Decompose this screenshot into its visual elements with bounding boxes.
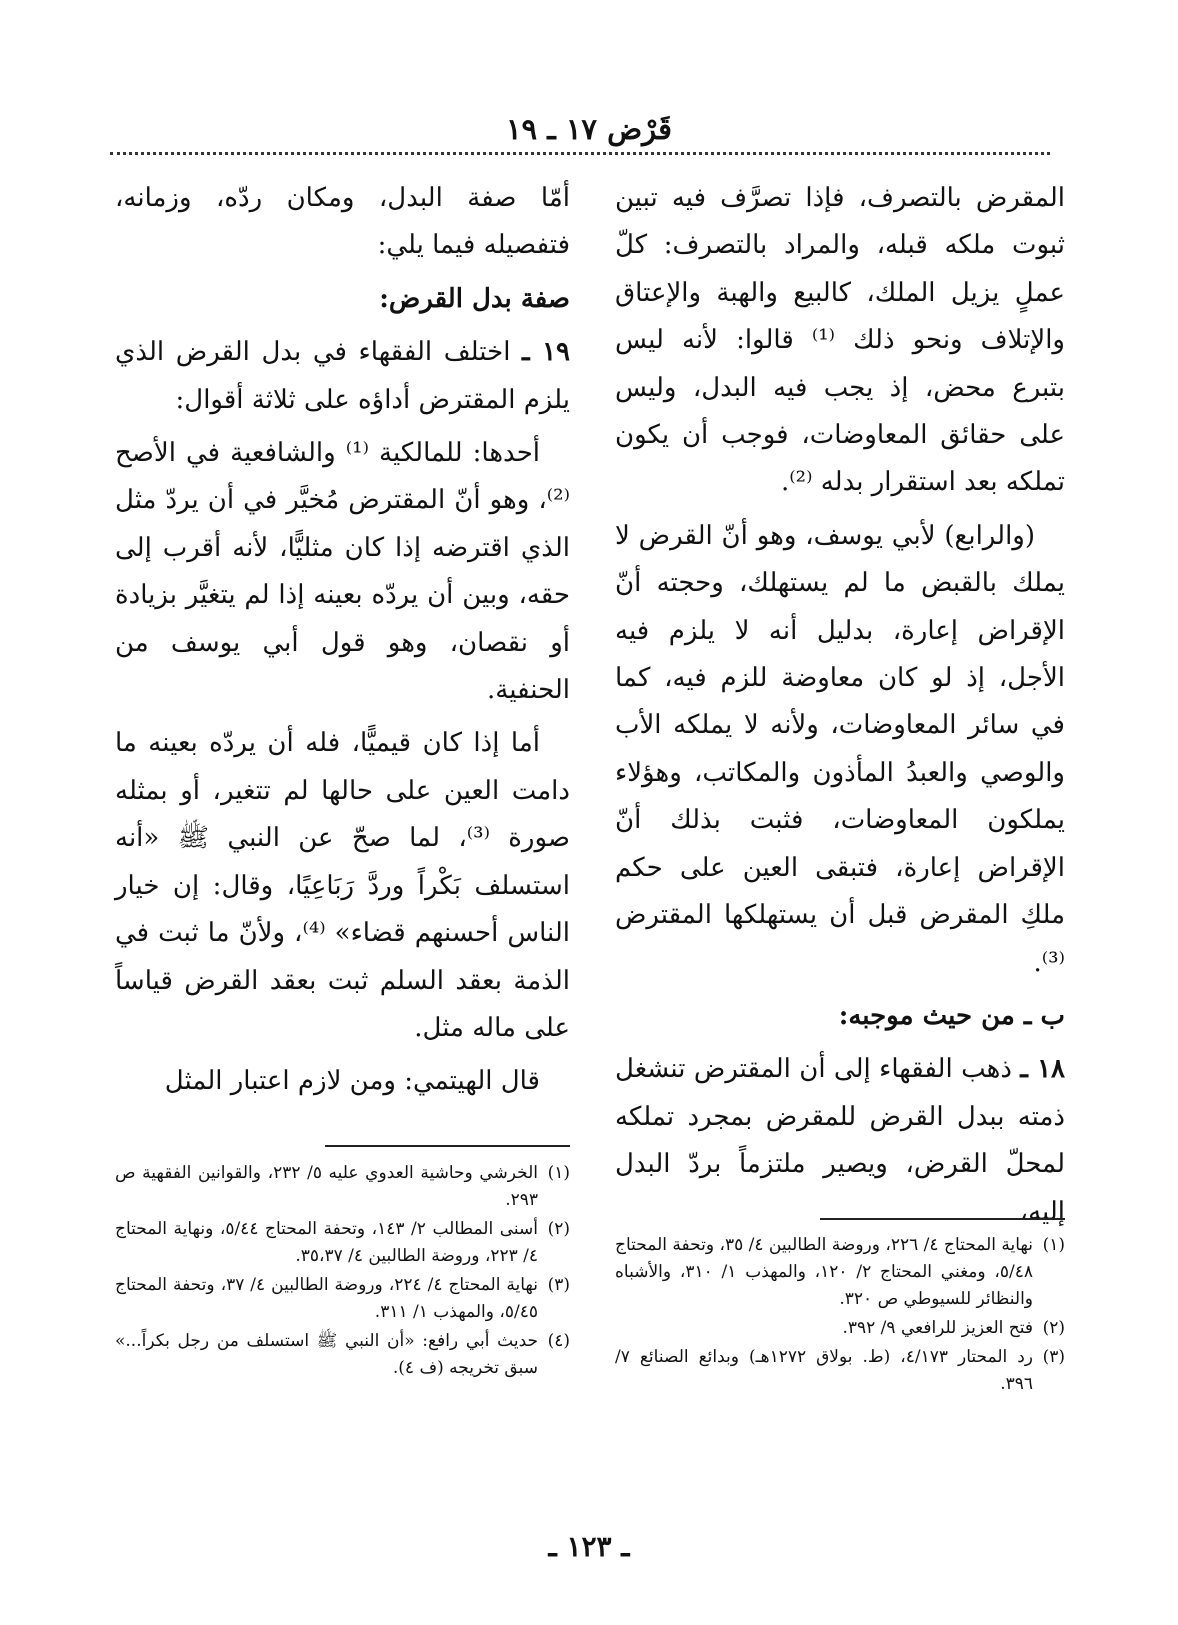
footnote bbox=[615, 1232, 1065, 1313]
footnote-marker: (٣) bbox=[1042, 1347, 1065, 1367]
page-number: ـ ١٢٣ ـ bbox=[548, 1530, 630, 1563]
footnote-separator-left bbox=[325, 1145, 570, 1147]
footnotes-right bbox=[615, 1232, 1065, 1400]
left-paragraph-4: أما إذا كان قيميًّا، فله أن يردّه بعينه ما دامت العين على حالها لم تتغير، أو بمثله صورة ⁽³⁾، لما صحّ عن النبي ﷺ «أنه استسلف بَكْراً وردَّ رَبَاعِيًا، وقال: إن خيار الناس أحسنهم قضاء» ⁽⁴⁾، ولأنّ ما ثبت في الذمة بعقد السلم ثبت بعقد القرض قياساً على ماله مثل. bbox=[115, 728, 570, 1043]
footnote-marker: (٤) bbox=[547, 1331, 570, 1351]
left-paragraph-2 bbox=[115, 329, 570, 424]
footnote-marker: (١) bbox=[547, 1163, 570, 1183]
footnote bbox=[115, 1160, 570, 1214]
left-paragraph-3: أحدها: للمالكية ⁽¹⁾ والشافعية في الأصح ⁽²⁾، وهو أنّ المقترض مُخيَّر في أن يردّ مثل الذي اقترضه إذا كان مثليًّا، لأنه أقرب إلى حقه، وبين أن يردّه بعينه إذا لم يتغيَّر بزيادة أو نقصان، وهو قول أبي يوسف من الحنفية. bbox=[115, 438, 571, 706]
footnote bbox=[115, 1216, 570, 1270]
footnote-marker: (٢) bbox=[547, 1219, 570, 1239]
right-paragraph-3-text: ذهب الفقهاء إلى أن المقترض تنشغل ذمته ببدل القرض للمقرض بمجرد تملكه لمحلّ القرض، ويصير ملتزماً بردّ البدل إليه، bbox=[615, 1054, 1065, 1227]
footnote-text: أسنى المطالب ٢/ ١٤٣، وتحفة المحتاج ٥/٤٤، ونهاية المحتاج ٤/ ٢٢٣، وروضة الطالبين ٤/ ٣٥،٣٧. bbox=[115, 1219, 538, 1266]
left-paragraph-5: قال الهيتمي: ومن لازم اعتبار المثل bbox=[164, 1066, 540, 1097]
footnote bbox=[115, 1328, 570, 1382]
left-paragraph-2-text: اختلف الفقهاء في بدل القرض الذي يلزم المقترض أداؤه على ثلاثة أقوال: bbox=[115, 337, 570, 415]
footnote-marker: (١) bbox=[1042, 1235, 1065, 1255]
left-column bbox=[115, 175, 570, 1112]
right-paragraph-2: (والرابع) لأبي يوسف، وهو أنّ القرض لا يملك بالقبض ما لم يستهلك، وحجته أنّ الإقراض إعارة، بدليل أنه لا يلزم فيه الأجل، إذ لو كان معاوضة للزم فيه، كما في سائر المعاوضات، ولأنه لا يملكه الأب والوصي والعبدُ المأذون والمكاتب، وهؤلاء يملكون المعاوضات، فثبت بذلك أنّ الإقراض إعارة، فتبقى العين على حكم ملكِ المقرض قبل أن يستهلكها المقترض ⁽³⁾. bbox=[615, 520, 1065, 978]
footnote bbox=[115, 1272, 570, 1326]
footnote-text: حديث أبي رافع: «أن النبي ﷺ استسلف من رجل بكراً...» سبق تخريجه (ف ٤). bbox=[115, 1331, 538, 1378]
footnote-text: رد المحتار ٤/١٧٣، (ط. بولاق ١٢٧٢هـ) وبدائع الصنائع ٧/ ٣٩٦. bbox=[615, 1347, 1034, 1394]
footnote-marker: (٣) bbox=[547, 1275, 570, 1295]
footnote-text: فتح العزيز للرافعي ٩/ ٣٩٢. bbox=[842, 1318, 1033, 1338]
footnotes-left bbox=[115, 1160, 570, 1384]
right-column bbox=[615, 175, 1065, 1242]
footnote-text: نهاية المحتاج ٤/ ٢٢٦، وروضة الطالبين ٤/ ٣٥، وتحفة المحتاج ٥/٤٨، ومغني المحتاج ٢/ ١٢٠، والمهذب ١/ ٣١٠، والأشباه والنظائر للسيوطي ص ٣٢٠. bbox=[615, 1235, 1033, 1309]
footnote-separator-right bbox=[820, 1218, 1065, 1220]
left-paragraph-1: أمّا صفة البدل، ومكان ردّه، وزمانه، فتفصيله فيما يلي: bbox=[115, 183, 570, 261]
right-section-heading: ب ـ من حيث موجبه: bbox=[838, 1000, 1065, 1031]
paragraph-number-19: ١٩ ـ bbox=[522, 337, 571, 368]
footnote bbox=[615, 1315, 1065, 1342]
footnote-text: نهاية المحتاج ٤/ ٢٢٤، وروضة الطالبين ٤/ ٣٧، وتحفة المحتاج ٥/٤٥، والمهذب ١/ ٣١١. bbox=[115, 1275, 539, 1322]
footnote bbox=[615, 1344, 1065, 1398]
footnote-text: الخرشي وحاشية العدوي عليه ٥/ ٢٣٢، والقوانين الفقهية ص ٢٩٣. bbox=[115, 1163, 538, 1210]
paragraph-number-18: ١٨ ـ bbox=[1020, 1054, 1066, 1085]
right-paragraph-1: المقرض بالتصرف، فإذا تصرَّف فيه تبين ثبوت ملكه قبله، والمراد بالتصرف: كلّ عملٍ يزيل الملك، كالبيع والهبة والإعتاق والإتلاف ونحو ذلك ⁽¹⁾ قالوا: لأنه ليس بتبرع محض، إذ يجب فيه البدل، وليس على حقائق المعاوضات، فوجب أن يكون تملكه بعد استقرار بدله ⁽²⁾. bbox=[615, 183, 1065, 498]
running-header: قَرْض ١٧ ـ ١٩ bbox=[505, 112, 673, 146]
left-section-heading: صفة بدل القرض: bbox=[379, 283, 570, 314]
header-dotted-rule bbox=[110, 152, 1050, 155]
footnote-marker: (٢) bbox=[1042, 1318, 1065, 1338]
right-paragraph-3 bbox=[615, 1046, 1065, 1236]
